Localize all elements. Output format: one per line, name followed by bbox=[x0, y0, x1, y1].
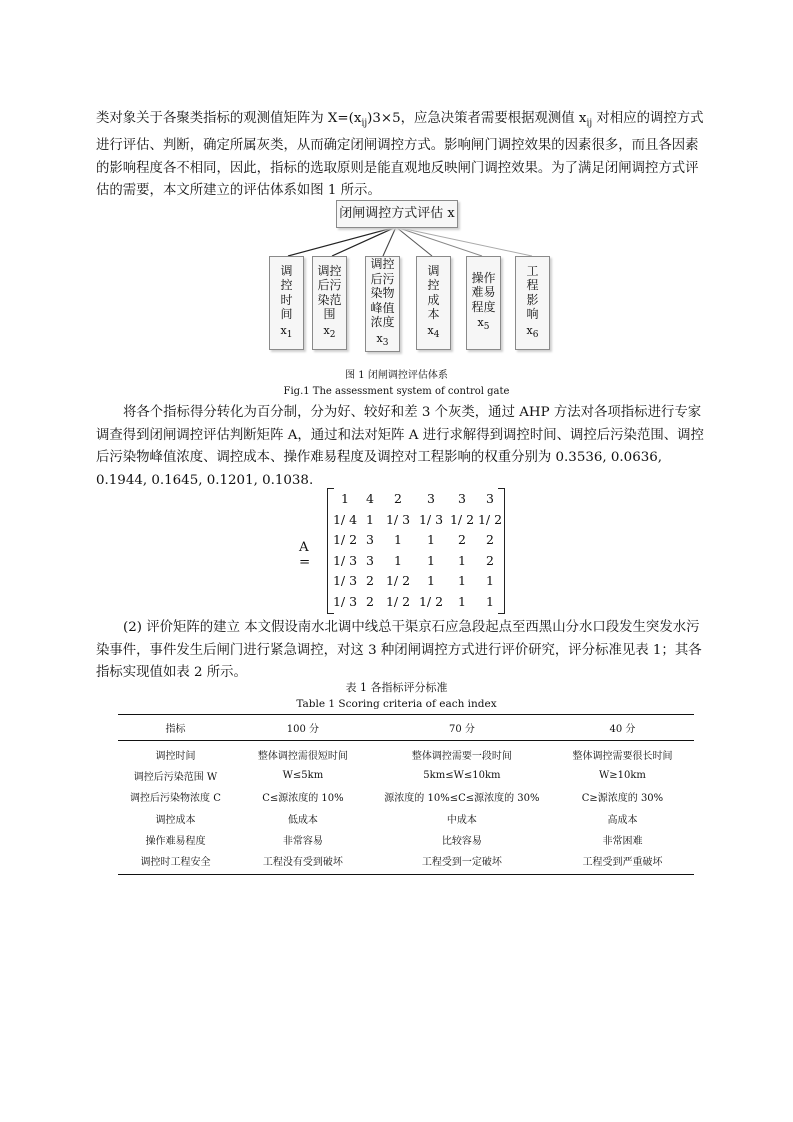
leaf-symbol: $x_2$ bbox=[323, 323, 336, 340]
table-cell: 工程受到严重破坏 bbox=[551, 850, 694, 875]
matrix-cell: 1/ 2 bbox=[332, 532, 358, 548]
table-cell: 工程没有受到破坏 bbox=[233, 850, 373, 875]
matrix-cell: 2 bbox=[366, 593, 374, 609]
diagram-leaf-node bbox=[515, 256, 550, 350]
matrix-cell: 1 bbox=[486, 593, 494, 609]
matrix-cell: 1 bbox=[427, 573, 435, 589]
table-caption-en: Table 1 Scoring criteria of each index bbox=[296, 698, 497, 710]
table-cell: 整体调控需要一段时间 bbox=[411, 751, 512, 763]
leaf-symbol: $x_6$ bbox=[526, 323, 539, 340]
table-header-cell: 指标 bbox=[118, 715, 233, 741]
matrix-cell: 2 bbox=[486, 532, 494, 548]
matrix-cell: 1 bbox=[458, 593, 466, 609]
matrix-cell: 1/ 3 bbox=[332, 552, 358, 568]
table-caption-cn: 表 1 各指标评分标准 bbox=[345, 681, 448, 694]
paragraph-intro bbox=[96, 108, 708, 203]
table-cell: 源浓度的 10%≤C≤源浓度的 30% bbox=[384, 793, 540, 805]
matrix-cell: 1 bbox=[486, 573, 494, 589]
leaf-symbol: $x_1$ bbox=[280, 323, 293, 340]
table-cell: 工程受到一定破坏 bbox=[373, 850, 551, 875]
leaf-symbol: $x_5$ bbox=[477, 316, 490, 333]
leaf-symbol: $x_3$ bbox=[376, 331, 389, 349]
paragraph-weights bbox=[96, 402, 708, 492]
table-row bbox=[118, 741, 694, 766]
subscript: ij bbox=[586, 118, 593, 129]
table-cell: 高成本 bbox=[607, 814, 638, 826]
table-cell: 调控后污染范围 W bbox=[133, 772, 218, 784]
matrix-cell: 1/ 3 bbox=[332, 573, 358, 589]
matrix-cell: 3 bbox=[427, 491, 435, 506]
text-run: 将各个指标得分转化为百分制，分为好、较好和差 3 个灰类，通过 AHP 方法对各项指标进行专家调查得到闭闸调控评估判断矩阵 A，通过和法对矩阵 A 进行求解得到调控时间、调控后污染范围、调控后污染物峰值浓度、调控成本、操作难易程度及调控对工程影响的权重分别为 0.3536, 0.0636, 0.1944, 0.1645, 0.1201, 0.1038. bbox=[96, 405, 704, 488]
paragraph-evaluation bbox=[96, 617, 708, 685]
matrix-cell: 1 bbox=[458, 552, 466, 568]
matrix-row bbox=[330, 571, 500, 592]
diagram-leaf-node bbox=[416, 256, 451, 350]
matrix-cell: 1/ 2 bbox=[385, 573, 411, 589]
table-header-row bbox=[118, 715, 694, 741]
matrix-cell: 1/ 4 bbox=[332, 511, 358, 527]
matrix-cell: 1/ 2 bbox=[477, 511, 503, 527]
leaf-label: 调控 后污 染范 围 bbox=[317, 263, 342, 322]
matrix-grid bbox=[330, 489, 503, 613]
figure-caption-cn: 图 1 闭闸调控评估体系 bbox=[345, 370, 448, 381]
leaf-label: 调控 后污 染物 峰值 浓度 bbox=[370, 257, 395, 330]
table-cell: 非常容易 bbox=[282, 835, 323, 847]
matrix-cell: 1 bbox=[366, 511, 374, 527]
leaf-symbol: $x_4$ bbox=[427, 323, 440, 340]
table-header-cell: 40 分 bbox=[551, 715, 694, 741]
matrix-row bbox=[330, 551, 500, 572]
table-cell: W≤5km bbox=[282, 770, 324, 782]
table-cell: 非常困难 bbox=[602, 835, 643, 847]
table-cell: 调控时间 bbox=[155, 751, 196, 763]
matrix-row bbox=[330, 530, 500, 551]
text-run: 对相应的调控方式进行评估、判断，确定所属灰类，从而确定闭闸调控方式。影响闸门调控效果的因素很多，而且各因素的影响程度各不相同，因此，指标的选取原则是能直观地反映闸门调控效果。为了满足闭闸调控方式评估的需要，本文所建立的评估体系如图 1 所示。 bbox=[96, 111, 704, 199]
table-cell: C≤源浓度的 10% bbox=[262, 793, 344, 805]
matrix-cell: 1/ 3 bbox=[418, 511, 444, 527]
table-header-cell: 100 分 bbox=[233, 715, 373, 741]
matrix-row bbox=[330, 510, 503, 531]
matrix-cell: 1 bbox=[341, 491, 349, 506]
matrix-cell: 2 bbox=[486, 552, 494, 568]
leaf-label: 调 控 时 间 bbox=[280, 263, 293, 322]
diagram-leaf-node bbox=[466, 256, 501, 350]
table-cell: 比较容易 bbox=[441, 835, 482, 847]
table-row bbox=[118, 786, 694, 807]
table-cell: C≥源浓度的 30% bbox=[581, 793, 664, 805]
matrix-cell: 3 bbox=[366, 552, 374, 568]
matrix-label: A = bbox=[299, 540, 311, 570]
table-row bbox=[118, 765, 694, 786]
matrix-cell: 1/ 2 bbox=[385, 593, 411, 609]
leaf-label: 工 程 影 响 bbox=[526, 263, 539, 322]
matrix-cell: 1/ 3 bbox=[385, 511, 411, 527]
text-run: )3×5，应急决策者需要根据观测值 x bbox=[367, 111, 587, 126]
matrix-cell: 2 bbox=[394, 491, 402, 506]
table-cell: 中成本 bbox=[446, 814, 477, 826]
scoring-criteria-table bbox=[118, 714, 694, 875]
table-cell: 调控后污染物浓度 C bbox=[130, 793, 221, 805]
matrix-cell: 1 bbox=[427, 552, 435, 568]
diagram-leaf-node bbox=[312, 256, 347, 350]
matrix-cell: 1 bbox=[458, 573, 466, 589]
table-cell: 整体调控需要很长时间 bbox=[572, 751, 673, 763]
matrix-row bbox=[330, 592, 500, 613]
matrix-row bbox=[330, 489, 500, 510]
table-cell: 调控成本 bbox=[155, 814, 196, 826]
text-run: (2) 评价矩阵的建立 本文假设南水北调中线总干渠京石应急段起点至西黑山分水口段发生突发水污染事件，事件发生后闸门进行紧急调控，对这 3 种闭闸调控方式进行评价研究，评分标准见表 1；其各指标实现值如表 2 所示。 bbox=[96, 620, 702, 680]
assessment-system-diagram bbox=[236, 200, 566, 360]
table-cell: 操作难易程度 bbox=[145, 835, 206, 847]
subscript: ij bbox=[361, 118, 368, 129]
matrix-cell: 4 bbox=[366, 491, 374, 506]
matrix-cell: 2 bbox=[366, 573, 374, 589]
diagram-leaf-node bbox=[269, 256, 304, 350]
table-cell: 调控时工程安全 bbox=[118, 850, 233, 875]
diagram-leaf-node bbox=[365, 256, 400, 352]
table-cell: 整体调控需很短时间 bbox=[257, 751, 348, 763]
table-cell: 5km≤W≤10km bbox=[423, 770, 501, 782]
matrix-cell: 3 bbox=[458, 491, 466, 506]
table-cell: 低成本 bbox=[287, 814, 318, 826]
figure-caption-en: Fig.1 The assessment system of control gate bbox=[283, 386, 510, 397]
matrix-cell: 1 bbox=[394, 552, 402, 568]
text-run: 类对象关于各聚类指标的观测值矩阵为 X=(x bbox=[96, 111, 362, 126]
matrix-cell: 2 bbox=[458, 532, 466, 548]
table-row bbox=[118, 808, 694, 829]
diagram-root-node: 闭闸调控方式评估 x bbox=[336, 200, 458, 228]
matrix-cell: 3 bbox=[366, 532, 374, 548]
table-cell: W≥10km bbox=[598, 770, 646, 782]
matrix-cell: 1 bbox=[427, 532, 435, 548]
matrix-cell: 1/ 3 bbox=[332, 593, 358, 609]
leaf-label: 操作 难易 程度 bbox=[471, 270, 496, 314]
table-header-cell: 70 分 bbox=[373, 715, 551, 741]
matrix-cell: 3 bbox=[486, 491, 494, 506]
matrix-cell: 1/ 2 bbox=[418, 593, 444, 609]
table-row bbox=[118, 829, 694, 850]
table-row bbox=[118, 850, 694, 875]
matrix-cell: 1 bbox=[394, 532, 402, 548]
matrix-cell: 1/ 2 bbox=[449, 511, 475, 527]
leaf-label: 调 控 成 本 bbox=[427, 263, 440, 322]
